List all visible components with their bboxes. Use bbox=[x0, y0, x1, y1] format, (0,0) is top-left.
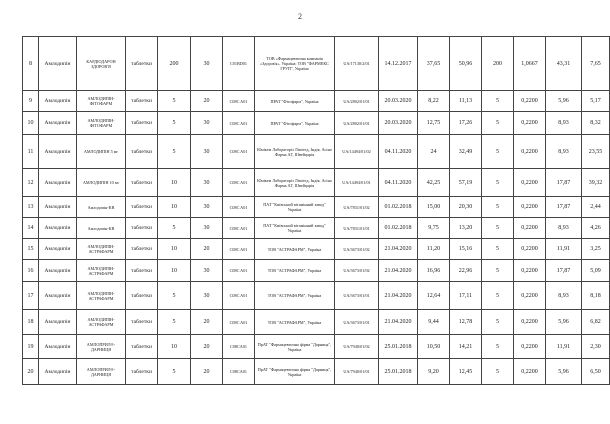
coefficient-cell: 0,2200 bbox=[514, 218, 546, 239]
registration-cell: UA/7831/01/01 bbox=[335, 218, 379, 239]
pack-qty-cell: 20 bbox=[191, 91, 223, 112]
dose-cell: 5 bbox=[158, 91, 191, 112]
table-row bbox=[23, 359, 610, 385]
retail-price-cell: 12,45 bbox=[450, 359, 482, 385]
copay-cell: 2,44 bbox=[582, 197, 610, 218]
retail-price-cell: 12,78 bbox=[450, 310, 482, 335]
manufacturer-cell: ТОВ "АСТРАФАРМ", Україна bbox=[255, 239, 335, 260]
dose-cell: 5 bbox=[158, 135, 191, 169]
reg-date-cell: 01.02.2018 bbox=[379, 218, 418, 239]
copay-cell: 4,26 bbox=[582, 218, 610, 239]
inn-cell: Амлодипін bbox=[39, 359, 77, 385]
form-cell: таблетки bbox=[126, 91, 158, 112]
row-number: 20 bbox=[23, 359, 39, 385]
reimbursement-table bbox=[22, 36, 610, 385]
form-cell: таблетки bbox=[126, 359, 158, 385]
row-number: 18 bbox=[23, 310, 39, 335]
atc-code-cell: C08CA01 bbox=[223, 359, 255, 385]
trade-name-cell: АМЛОДИПІН-АСТРАФАРМ bbox=[77, 282, 126, 310]
wholesale-price-cell: 24 bbox=[418, 135, 450, 169]
dose-cell: 5 bbox=[158, 310, 191, 335]
inn-cell: Амлодипін bbox=[39, 135, 77, 169]
coefficient-cell: 0,2200 bbox=[514, 239, 546, 260]
retail-price-cell: 57,19 bbox=[450, 169, 482, 197]
form-cell: таблетки bbox=[126, 197, 158, 218]
wholesale-price-cell: 9,20 bbox=[418, 359, 450, 385]
pack-qty-cell: 20 bbox=[191, 359, 223, 385]
dose-cell: 10 bbox=[158, 197, 191, 218]
registration-cell: UA/3673/01/01 bbox=[335, 282, 379, 310]
wholesale-price-cell: 9,75 bbox=[418, 218, 450, 239]
wholesale-price-cell: 15,00 bbox=[418, 197, 450, 218]
wholesale-price-cell: 16,96 bbox=[418, 260, 450, 282]
manufacturer-cell: ПАТ "Київський вітамінний завод" Україна bbox=[255, 218, 335, 239]
reg-date-cell: 25.01.2018 bbox=[379, 335, 418, 359]
atc-code-cell: C01BD01 bbox=[223, 37, 255, 91]
pack-qty-cell: 30 bbox=[191, 169, 223, 197]
reg-date-cell: 21.04.2020 bbox=[379, 239, 418, 260]
table-row bbox=[23, 169, 610, 197]
copay-cell: 23,55 bbox=[582, 135, 610, 169]
atc-code-cell: C08C A01 bbox=[223, 239, 255, 260]
copay-cell: 5,09 bbox=[582, 260, 610, 282]
trade-name-cell: Амлодипін-КВ bbox=[77, 197, 126, 218]
reg-date-cell: 21.04.2020 bbox=[379, 310, 418, 335]
pack-qty-cell: 20 bbox=[191, 335, 223, 359]
atc-code-cell: C08CA01 bbox=[223, 335, 255, 359]
registration-cell: UA/3673/01/02 bbox=[335, 260, 379, 282]
pack-qty-cell: 30 bbox=[191, 260, 223, 282]
reg-date-cell: 01.02.2018 bbox=[379, 197, 418, 218]
manufacturer-cell: ТОВ "АСТРАФАРМ", Україна bbox=[255, 310, 335, 335]
copay-cell: 8,18 bbox=[582, 282, 610, 310]
trade-name-cell: АМЛОДИПІН-ФІТОФАРМ bbox=[77, 112, 126, 135]
registration-cell: UA/3673/01/01 bbox=[335, 310, 379, 335]
dose-cell: 10 bbox=[158, 169, 191, 197]
form-cell: таблетки bbox=[126, 135, 158, 169]
wholesale-price-cell: 9,44 bbox=[418, 310, 450, 335]
dose-cell: 200 bbox=[158, 37, 191, 91]
retail-price-cell: 50,96 bbox=[450, 37, 482, 91]
reg-date-cell: 21.04.2020 bbox=[379, 260, 418, 282]
form-cell: таблетки bbox=[126, 239, 158, 260]
table-row bbox=[23, 260, 610, 282]
dose-cell: 5 bbox=[158, 282, 191, 310]
ddd-cell: 5 bbox=[482, 112, 514, 135]
row-number: 14 bbox=[23, 218, 39, 239]
reimbursement-cell: 17,87 bbox=[546, 197, 582, 218]
wholesale-price-cell: 12,75 bbox=[418, 112, 450, 135]
atc-code-cell: C08C A01 bbox=[223, 310, 255, 335]
retail-price-cell: 17,26 bbox=[450, 112, 482, 135]
page-number: 2 bbox=[298, 12, 302, 21]
ddd-cell: 5 bbox=[482, 169, 514, 197]
row-number: 17 bbox=[23, 282, 39, 310]
row-number: 15 bbox=[23, 239, 39, 260]
dose-cell: 10 bbox=[158, 335, 191, 359]
ddd-cell: 200 bbox=[482, 37, 514, 91]
trade-name-cell: АМЛОПРИЛ®-ДАРНИЦЯ bbox=[77, 335, 126, 359]
manufacturer-cell: ПАТ "Київський вітамінний завод" Україна bbox=[255, 197, 335, 218]
reimbursement-cell: 17,87 bbox=[546, 260, 582, 282]
reg-date-cell: 21.04.2020 bbox=[379, 282, 418, 310]
inn-cell: Амлодипін bbox=[39, 335, 77, 359]
retail-price-cell: 13,20 bbox=[450, 218, 482, 239]
atc-code-cell: C08C A01 bbox=[223, 135, 255, 169]
ddd-cell: 5 bbox=[482, 335, 514, 359]
ddd-cell: 5 bbox=[482, 218, 514, 239]
manufacturer-cell: Юнікем Лабораторіз Лімітед, Індія; Асіно Фарма АГ, Швейцарія bbox=[255, 169, 335, 197]
registration-cell: UA/7940/01/01 bbox=[335, 359, 379, 385]
atc-code-cell: C08C A01 bbox=[223, 218, 255, 239]
pack-qty-cell: 30 bbox=[191, 282, 223, 310]
reimbursement-cell: 8,93 bbox=[546, 218, 582, 239]
ddd-cell: 5 bbox=[482, 310, 514, 335]
reg-date-cell: 25.01.2018 bbox=[379, 359, 418, 385]
registration-cell: UA/2802/01/01 bbox=[335, 91, 379, 112]
row-number: 12 bbox=[23, 169, 39, 197]
trade-name-cell: КАРДІОДАРОН ЗДОРОВ'Я bbox=[77, 37, 126, 91]
reg-date-cell: 04.11.2020 bbox=[379, 169, 418, 197]
inn-cell: Амлодипін bbox=[39, 310, 77, 335]
wholesale-price-cell: 12,64 bbox=[418, 282, 450, 310]
reimbursement-cell: 5,96 bbox=[546, 359, 582, 385]
trade-name-cell: АМЛОДИПІН-ФІТОФАРМ bbox=[77, 91, 126, 112]
coefficient-cell: 0,2200 bbox=[514, 112, 546, 135]
reg-date-cell: 14.12.2017 bbox=[379, 37, 418, 91]
coefficient-cell: 0,2200 bbox=[514, 91, 546, 112]
atc-code-cell: C08C A01 bbox=[223, 260, 255, 282]
retail-price-cell: 17,11 bbox=[450, 282, 482, 310]
ddd-cell: 5 bbox=[482, 282, 514, 310]
retail-price-cell: 32,49 bbox=[450, 135, 482, 169]
row-number: 10 bbox=[23, 112, 39, 135]
reg-date-cell: 20.03.2020 bbox=[379, 91, 418, 112]
form-cell: таблетки bbox=[126, 218, 158, 239]
pack-qty-cell: 20 bbox=[191, 239, 223, 260]
manufacturer-cell: ТОВ "АСТРАФАРМ", Україна bbox=[255, 282, 335, 310]
manufacturer-cell: ПрАТ "Фармацевтична фірма "Дарниця", Україна bbox=[255, 335, 335, 359]
pack-qty-cell: 30 bbox=[191, 197, 223, 218]
copay-cell: 5,17 bbox=[582, 91, 610, 112]
wholesale-price-cell: 11,20 bbox=[418, 239, 450, 260]
trade-name-cell: АМЛОДИПІН-АСТРАФАРМ bbox=[77, 239, 126, 260]
retail-price-cell: 14,21 bbox=[450, 335, 482, 359]
ddd-cell: 5 bbox=[482, 197, 514, 218]
copay-cell: 6,82 bbox=[582, 310, 610, 335]
table-row bbox=[23, 37, 610, 91]
row-number: 19 bbox=[23, 335, 39, 359]
trade-name-cell: Амлодипін-КВ bbox=[77, 218, 126, 239]
atc-code-cell: C08C A01 bbox=[223, 282, 255, 310]
wholesale-price-cell: 37,65 bbox=[418, 37, 450, 91]
atc-code-cell: C08C A01 bbox=[223, 112, 255, 135]
trade-name-cell: АМЛОПРИЛ®-ДАРНИЦЯ bbox=[77, 359, 126, 385]
coefficient-cell: 0,2200 bbox=[514, 260, 546, 282]
coefficient-cell: 1,0667 bbox=[514, 37, 546, 91]
registration-cell: UA/2802/01/01 bbox=[335, 112, 379, 135]
trade-name-cell: АМЛОДИПІН-АСТРАФАРМ bbox=[77, 310, 126, 335]
inn-cell: Амлодипін bbox=[39, 218, 77, 239]
ddd-cell: 5 bbox=[482, 91, 514, 112]
dose-cell: 5 bbox=[158, 112, 191, 135]
coefficient-cell: 0,2200 bbox=[514, 282, 546, 310]
inn-cell: Амлодипін bbox=[39, 260, 77, 282]
wholesale-price-cell: 8,22 bbox=[418, 91, 450, 112]
pack-qty-cell: 30 bbox=[191, 112, 223, 135]
dose-cell: 10 bbox=[158, 260, 191, 282]
reimbursement-cell: 17,87 bbox=[546, 169, 582, 197]
inn-cell: Амлодипін bbox=[39, 37, 77, 91]
form-cell: таблетки bbox=[126, 112, 158, 135]
ddd-cell: 5 bbox=[482, 135, 514, 169]
form-cell: таблетки bbox=[126, 310, 158, 335]
coefficient-cell: 0,2200 bbox=[514, 197, 546, 218]
form-cell: таблетки bbox=[126, 37, 158, 91]
reimbursement-cell: 5,96 bbox=[546, 91, 582, 112]
wholesale-price-cell: 10,50 bbox=[418, 335, 450, 359]
coefficient-cell: 0,2200 bbox=[514, 335, 546, 359]
trade-name-cell: АМЛОДИПІН 5 мг bbox=[77, 135, 126, 169]
atc-code-cell: C08C A01 bbox=[223, 197, 255, 218]
form-cell: таблетки bbox=[126, 169, 158, 197]
inn-cell: Амлодипін bbox=[39, 197, 77, 218]
dose-cell: 5 bbox=[158, 359, 191, 385]
table-row bbox=[23, 112, 610, 135]
row-number: 9 bbox=[23, 91, 39, 112]
ddd-cell: 5 bbox=[482, 239, 514, 260]
reimbursement-cell: 8,93 bbox=[546, 112, 582, 135]
reg-date-cell: 20.03.2020 bbox=[379, 112, 418, 135]
registration-cell: UA/3673/01/02 bbox=[335, 239, 379, 260]
table-row bbox=[23, 335, 610, 359]
inn-cell: Амлодипін bbox=[39, 282, 77, 310]
coefficient-cell: 0,2200 bbox=[514, 169, 546, 197]
atc-code-cell: C08C A01 bbox=[223, 91, 255, 112]
inn-cell: Амлодипін bbox=[39, 239, 77, 260]
wholesale-price-cell: 42,25 bbox=[418, 169, 450, 197]
registration-cell: UA/14494/01/02 bbox=[335, 135, 379, 169]
trade-name-cell: АМЛОДИПІН 10 мг bbox=[77, 169, 126, 197]
inn-cell: Амлодипін bbox=[39, 169, 77, 197]
retail-price-cell: 22,96 bbox=[450, 260, 482, 282]
row-number: 13 bbox=[23, 197, 39, 218]
inn-cell: Амлодипін bbox=[39, 112, 77, 135]
retail-price-cell: 15,16 bbox=[450, 239, 482, 260]
dose-cell: 10 bbox=[158, 239, 191, 260]
row-number: 16 bbox=[23, 260, 39, 282]
reimbursement-cell: 11,91 bbox=[546, 335, 582, 359]
coefficient-cell: 0,2200 bbox=[514, 359, 546, 385]
retail-price-cell: 20,30 bbox=[450, 197, 482, 218]
table-row bbox=[23, 218, 610, 239]
registration-cell: UA/17130/2/01 bbox=[335, 37, 379, 91]
reg-date-cell: 04.11.2020 bbox=[379, 135, 418, 169]
copay-cell: 2,30 bbox=[582, 335, 610, 359]
row-number: 8 bbox=[23, 37, 39, 91]
manufacturer-cell: ТОВ "АСТРАФАРМ", Україна bbox=[255, 260, 335, 282]
ddd-cell: 5 bbox=[482, 260, 514, 282]
registration-cell: UA/7940/01/02 bbox=[335, 335, 379, 359]
trade-name-cell: АМЛОДИПІН-АСТРАФАРМ bbox=[77, 260, 126, 282]
registration-cell: UA/14494/01/01 bbox=[335, 169, 379, 197]
copay-cell: 3,25 bbox=[582, 239, 610, 260]
coefficient-cell: 0,2200 bbox=[514, 310, 546, 335]
manufacturer-cell: ПРАТ "Фітофарм", Україна bbox=[255, 91, 335, 112]
form-cell: таблетки bbox=[126, 282, 158, 310]
table-row bbox=[23, 197, 610, 218]
pack-qty-cell: 20 bbox=[191, 310, 223, 335]
dose-cell: 5 bbox=[158, 218, 191, 239]
reimbursement-cell: 5,96 bbox=[546, 310, 582, 335]
coefficient-cell: 0,2200 bbox=[514, 135, 546, 169]
pack-qty-cell: 30 bbox=[191, 135, 223, 169]
pack-qty-cell: 30 bbox=[191, 218, 223, 239]
copay-cell: 7,65 bbox=[582, 37, 610, 91]
manufacturer-cell: ПРАТ "Фітофарм", Україна bbox=[255, 112, 335, 135]
table-row bbox=[23, 91, 610, 112]
manufacturer-cell: Юнікем Лабораторіз Лімітед, Індія; Асіно Фарма АГ, Швейцарія bbox=[255, 135, 335, 169]
copay-cell: 39,32 bbox=[582, 169, 610, 197]
copay-cell: 8,32 bbox=[582, 112, 610, 135]
manufacturer-cell: ПрАТ "Фармацевтична фірма "Дарниця", Україна bbox=[255, 359, 335, 385]
copay-cell: 6,50 bbox=[582, 359, 610, 385]
atc-code-cell: C08C A01 bbox=[223, 169, 255, 197]
ddd-cell: 5 bbox=[482, 359, 514, 385]
reimbursement-cell: 11,91 bbox=[546, 239, 582, 260]
inn-cell: Амлодипін bbox=[39, 91, 77, 112]
table-row bbox=[23, 135, 610, 169]
pack-qty-cell: 30 bbox=[191, 37, 223, 91]
reimbursement-cell: 8,93 bbox=[546, 282, 582, 310]
retail-price-cell: 11,13 bbox=[450, 91, 482, 112]
reimbursement-cell: 8,93 bbox=[546, 135, 582, 169]
manufacturer-cell: ТОВ «Фармацевтична компанія «Здоров'я», Україна; ТОВ "ФАРМЕКС ГРУП", Україна bbox=[255, 37, 335, 91]
form-cell: таблетки bbox=[126, 335, 158, 359]
row-number: 11 bbox=[23, 135, 39, 169]
table-row bbox=[23, 282, 610, 310]
table-row bbox=[23, 239, 610, 260]
table-row bbox=[23, 310, 610, 335]
reimbursement-cell: 43,31 bbox=[546, 37, 582, 91]
registration-cell: UA/7831/01/02 bbox=[335, 197, 379, 218]
form-cell: таблетки bbox=[126, 260, 158, 282]
